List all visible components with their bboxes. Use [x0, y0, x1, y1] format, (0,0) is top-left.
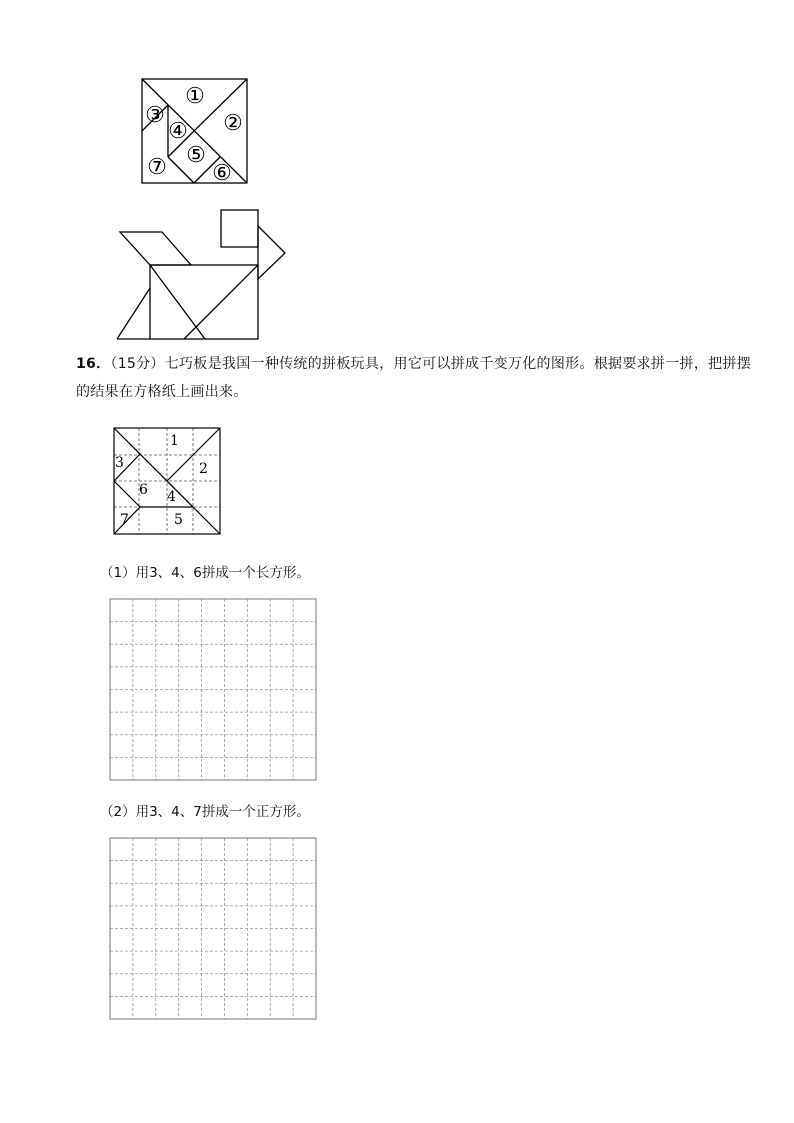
piece-label-3: ③: [145, 103, 165, 128]
grid-piece-label-4: 4: [167, 489, 176, 505]
question-text: 七巧板是我国一种传统的拼板玩具，用它可以拼成千变万化的图形。根据要求拼一拼，把拼摆的结果在方格纸上画出来。: [76, 356, 752, 400]
tangram-dog-figure: [112, 206, 292, 342]
grid-piece-label-1: 1: [170, 433, 179, 449]
tangram-grid-diagram: [110, 424, 224, 538]
grid-paper-2[interactable]: [108, 836, 318, 1022]
grid-piece-label-6: 6: [139, 482, 148, 498]
question-16: [76, 350, 756, 406]
dog-ear-triangle: [258, 226, 285, 279]
grid-piece-label-5: 5: [174, 512, 183, 528]
part-1-label: （1）用3、4、6拼成一个长方形。: [100, 565, 310, 581]
piece-label-7: ⑦: [147, 155, 167, 180]
grid-piece-label-3: 3: [115, 455, 124, 471]
grid-piece-label-7: 7: [120, 512, 129, 528]
tangram-diagram: [138, 76, 253, 188]
dog-tail-parallelogram: [120, 232, 191, 265]
grid-paper-1[interactable]: [108, 597, 318, 783]
question-score: （15分）: [110, 356, 165, 372]
dog-body: [150, 265, 258, 339]
piece-label-6: ⑥: [212, 161, 232, 186]
piece-label-5: ⑤: [186, 143, 206, 168]
piece-label-1: ①: [185, 84, 205, 109]
part-2-label: （2）用3、4、7拼成一个正方形。: [100, 804, 310, 820]
piece-label-4: ④: [168, 119, 188, 144]
dog-head-square: [221, 210, 258, 247]
question-number: 16．: [76, 356, 111, 372]
grid-piece-label-2: 2: [199, 461, 208, 477]
piece-label-2: ②: [223, 111, 243, 136]
